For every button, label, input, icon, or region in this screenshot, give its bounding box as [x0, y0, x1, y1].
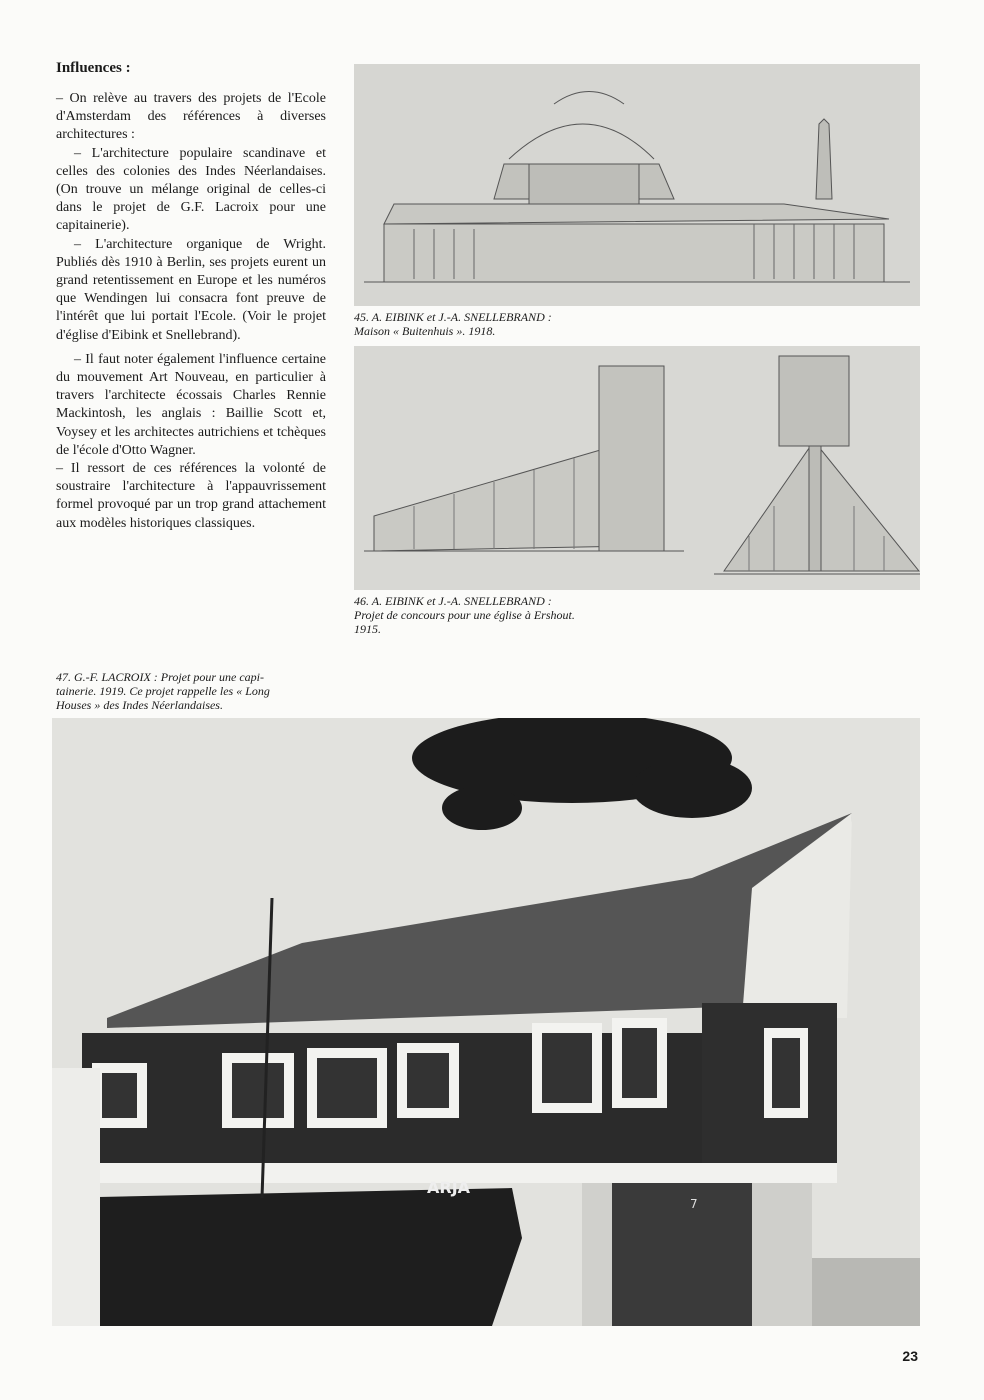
paragraph: – L'architecture organique de Wright. Publiés dès 1910 à Berlin, ses projets eurent un grand retentissement en Europe et les numéros que Wendingen lui consacra font preuve de l'intérêt que lui portait l'Ecole. (Voir le projet d'église d'Eibink et Snellebrand).: [56, 236, 326, 343]
figure-47-photo: [52, 718, 920, 1326]
figure-46-sketch: [354, 346, 920, 590]
figure-45-sketch: [354, 64, 920, 306]
figure-47-caption: 47. G.-F. LACROIX : Projet pour une capi- tainerie. 1919. Ce projet rappelle les « Long Houses » des Indes Néerlandaises.: [56, 670, 270, 712]
body-text: [56, 90, 326, 533]
figure-45-caption: 45. A. EIBINK et J.-A. SNELLEBRAND : Maison « Buitenhuis ». 1918.: [354, 310, 552, 338]
paragraph: – L'architecture populaire scandinave et celles des colonies des Indes Néerlandaises. (On trouve un mélange original de celles-ci dans le projet de G.F. Lacroix pour une capitainerie).: [56, 145, 326, 234]
boat-name: ARJA: [427, 1178, 471, 1197]
pier-number: 7: [690, 1197, 698, 1211]
paragraph: – Il faut noter également l'influence certaine du mouvement Art Nouveau, en particulier à travers l'architecte écossais Charles Rennie Mackintosh, les anglais : Baillie Scott et, Voysey et les architectes autrichiens et tchèques de l'école d'Otto Wagner.: [56, 351, 326, 458]
paragraph: – Il ressort de ces références la volonté de soustraire l'architecture à l'appauvrissement formel provoqué par un trop grand attachement aux modèles historiques classiques.: [56, 461, 326, 531]
section-heading: Influences :: [56, 60, 131, 76]
figure-46-caption: 46. A. EIBINK et J.-A. SNELLEBRAND : Projet de concours pour une église à Ershout. 1915.: [354, 594, 575, 636]
paragraph: – On relève au travers des projets de l'Ecole d'Amsterdam des références à diverses architectures :: [56, 91, 326, 143]
page-number: 23: [902, 1348, 918, 1364]
